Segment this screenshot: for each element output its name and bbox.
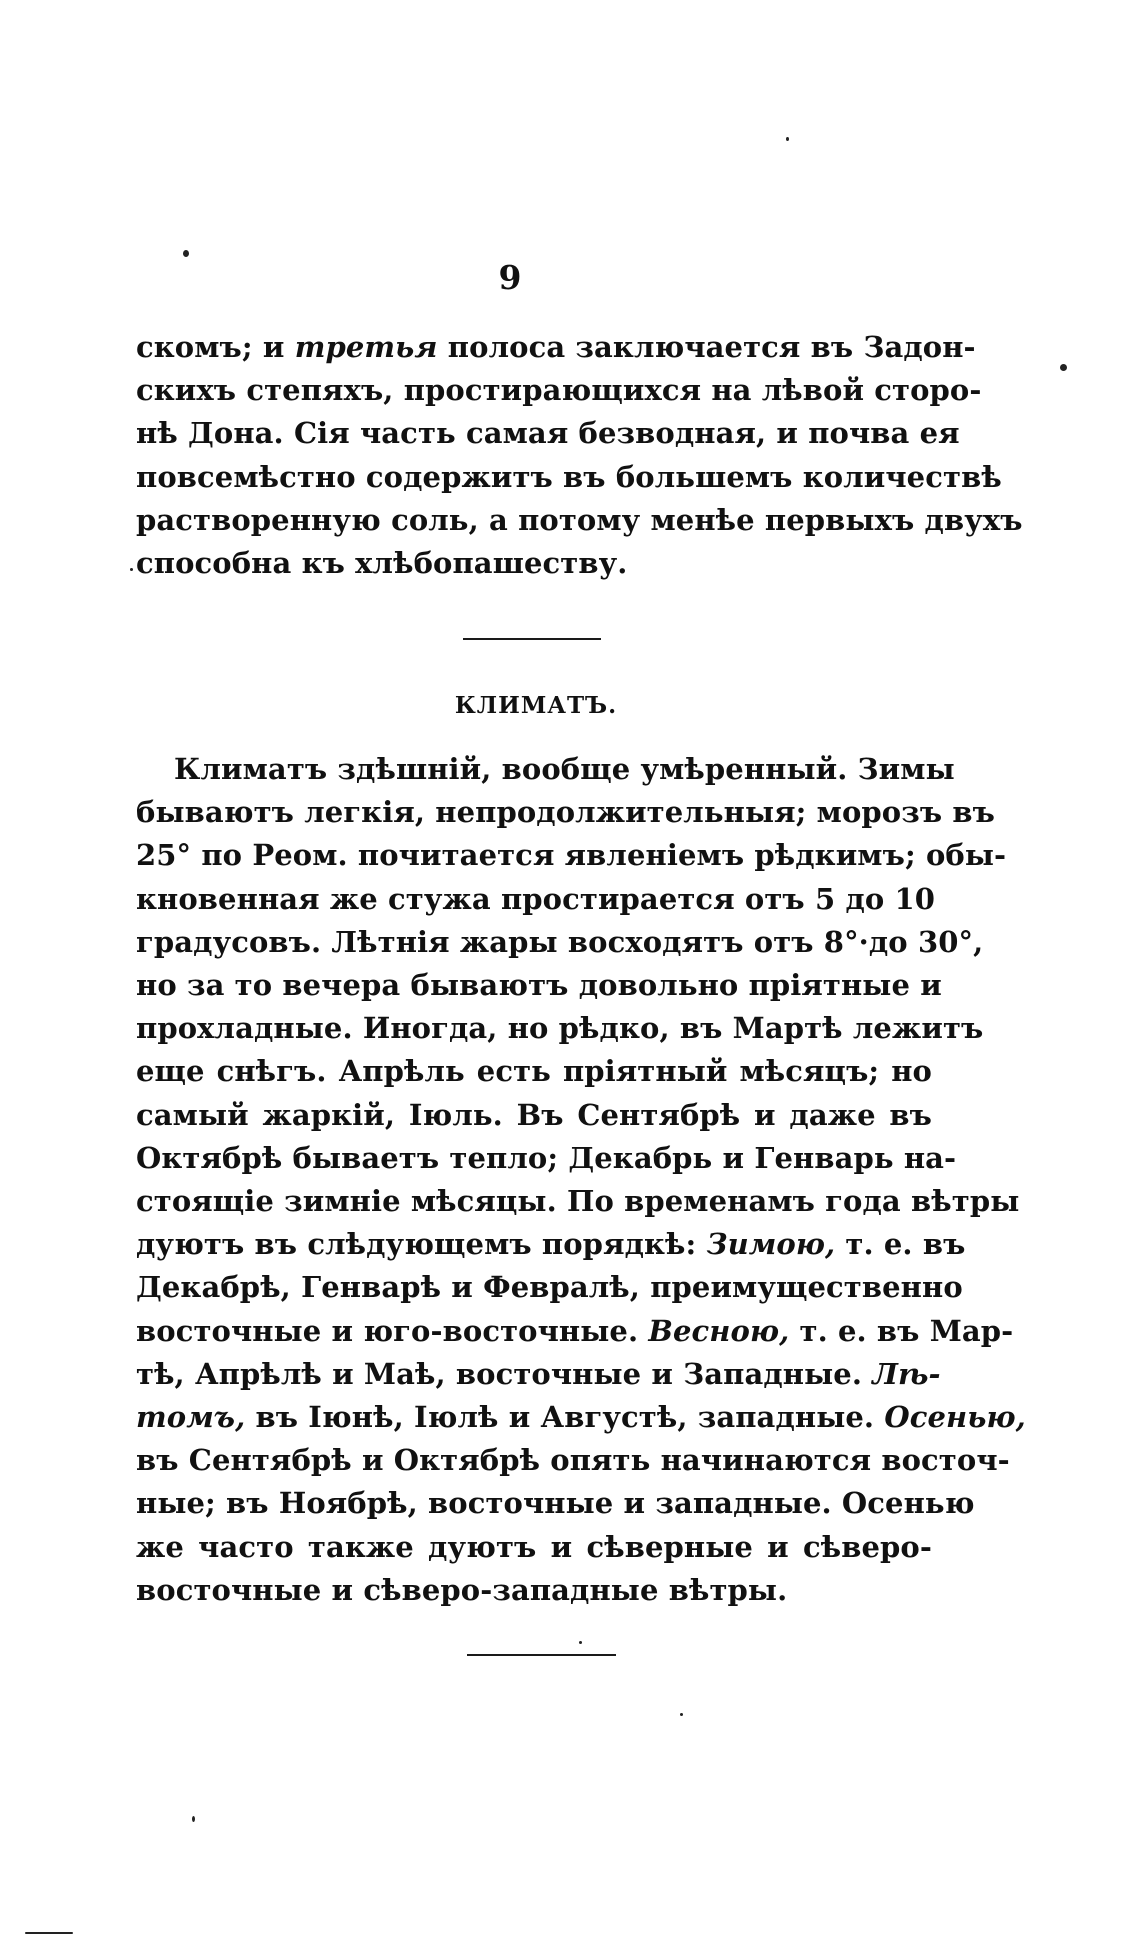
section-divider [467,1654,616,1656]
emphasis-text: Весною, [648,1313,790,1348]
text-line: тѣ, Апрѣлѣ и Маѣ, восточные и Западные. Лѣ- [136,1356,941,1391]
emphasis-text: Осенью, [884,1400,1026,1435]
text-line: Декабрѣ, Генварѣ и Февралѣ, преимущественно [136,1270,963,1305]
text-line: еще снѣгъ. Апрѣль есть пріятный мѣсяцъ; но [136,1054,932,1089]
text-line: кновенная же стужа простирается отъ 5 до 10 [136,881,936,916]
text-line: скомъ; и третья полоса заключается въ Задон- [136,330,976,364]
text-line: стоящіе зимніе мѣсяцы. По временамъ года вѣтры [136,1184,1020,1219]
scan-speck [579,1641,582,1644]
section-heading: КЛИМАТЪ. [454,692,618,719]
climate-paragraph [136,748,1026,1612]
top-paragraph [136,326,1023,585]
text-line: способна къ хлѣбопашеству. [136,546,628,581]
text-line: дуютъ въ слѣдующемъ порядкѣ: Зимою, т. е. въ [136,1227,966,1262]
text-line: нѣ Дона. Сія часть самая безводная, и почва ея [136,416,960,451]
page-number: 9 [498,258,522,297]
text-line: же часто также дуютъ и сѣверные и сѣверо- [136,1529,932,1564]
text-line: восточные и юго-восточные. Весною, т. е. въ Мар- [136,1313,1014,1348]
scan-speck [183,250,189,257]
scan-speck [130,568,133,571]
text-line: градусовъ. Лѣтнія жары восходятъ отъ 8°·до 30°, [136,924,984,959]
scan-speck [192,1816,195,1822]
text-line: томъ, въ Іюнѣ, Іюлѣ и Августѣ, западные. Осенью, [136,1400,1026,1435]
text-line: растворенную соль, а потому менѣе первыхъ двухъ [136,502,1023,537]
text-line: 25° по Реом. почитается явленіемъ рѣдкимъ; обы- [136,838,1007,873]
text-line: ные; въ Ноябрѣ, восточные и западные. Осенью [136,1486,975,1521]
scan-speck [1060,364,1067,371]
scan-speck [25,1932,73,1934]
text-line: прохладные. Иногда, но рѣдко, въ Мартѣ лежитъ [136,1011,984,1046]
text-line: повсемѣстно содержитъ въ большемъ количествѣ [136,459,1002,494]
scan-speck [786,137,789,141]
text-line: Октябрѣ бываетъ тепло; Декабрь и Генварь на- [136,1140,957,1175]
text-line: восточные и сѣверо-западные вѣтры. [136,1572,788,1607]
text-line: но за то вечера бываютъ довольно пріятные и [136,968,942,1003]
text-line: самый жаркій, Іюль. Въ Сентябрѣ и даже въ [136,1097,932,1132]
section-divider [463,638,601,640]
emphasis-text: третья [294,330,438,364]
emphasis-text: Лѣ- [872,1356,941,1391]
text-line: въ Сентябрѣ и Октябрѣ опять начинаются восточ- [136,1443,1010,1478]
text-line: бываютъ легкія, непродолжительныя; морозъ въ [136,795,995,830]
text-line: Климатъ здѣшній, вообще умѣренный. Зимы [174,752,955,786]
text-line: скихъ степяхъ, простирающихся на лѣвой сторо- [136,373,982,408]
emphasis-text: Зимою, [706,1227,836,1262]
scan-speck [680,1713,683,1716]
emphasis-text: томъ, [136,1400,246,1435]
